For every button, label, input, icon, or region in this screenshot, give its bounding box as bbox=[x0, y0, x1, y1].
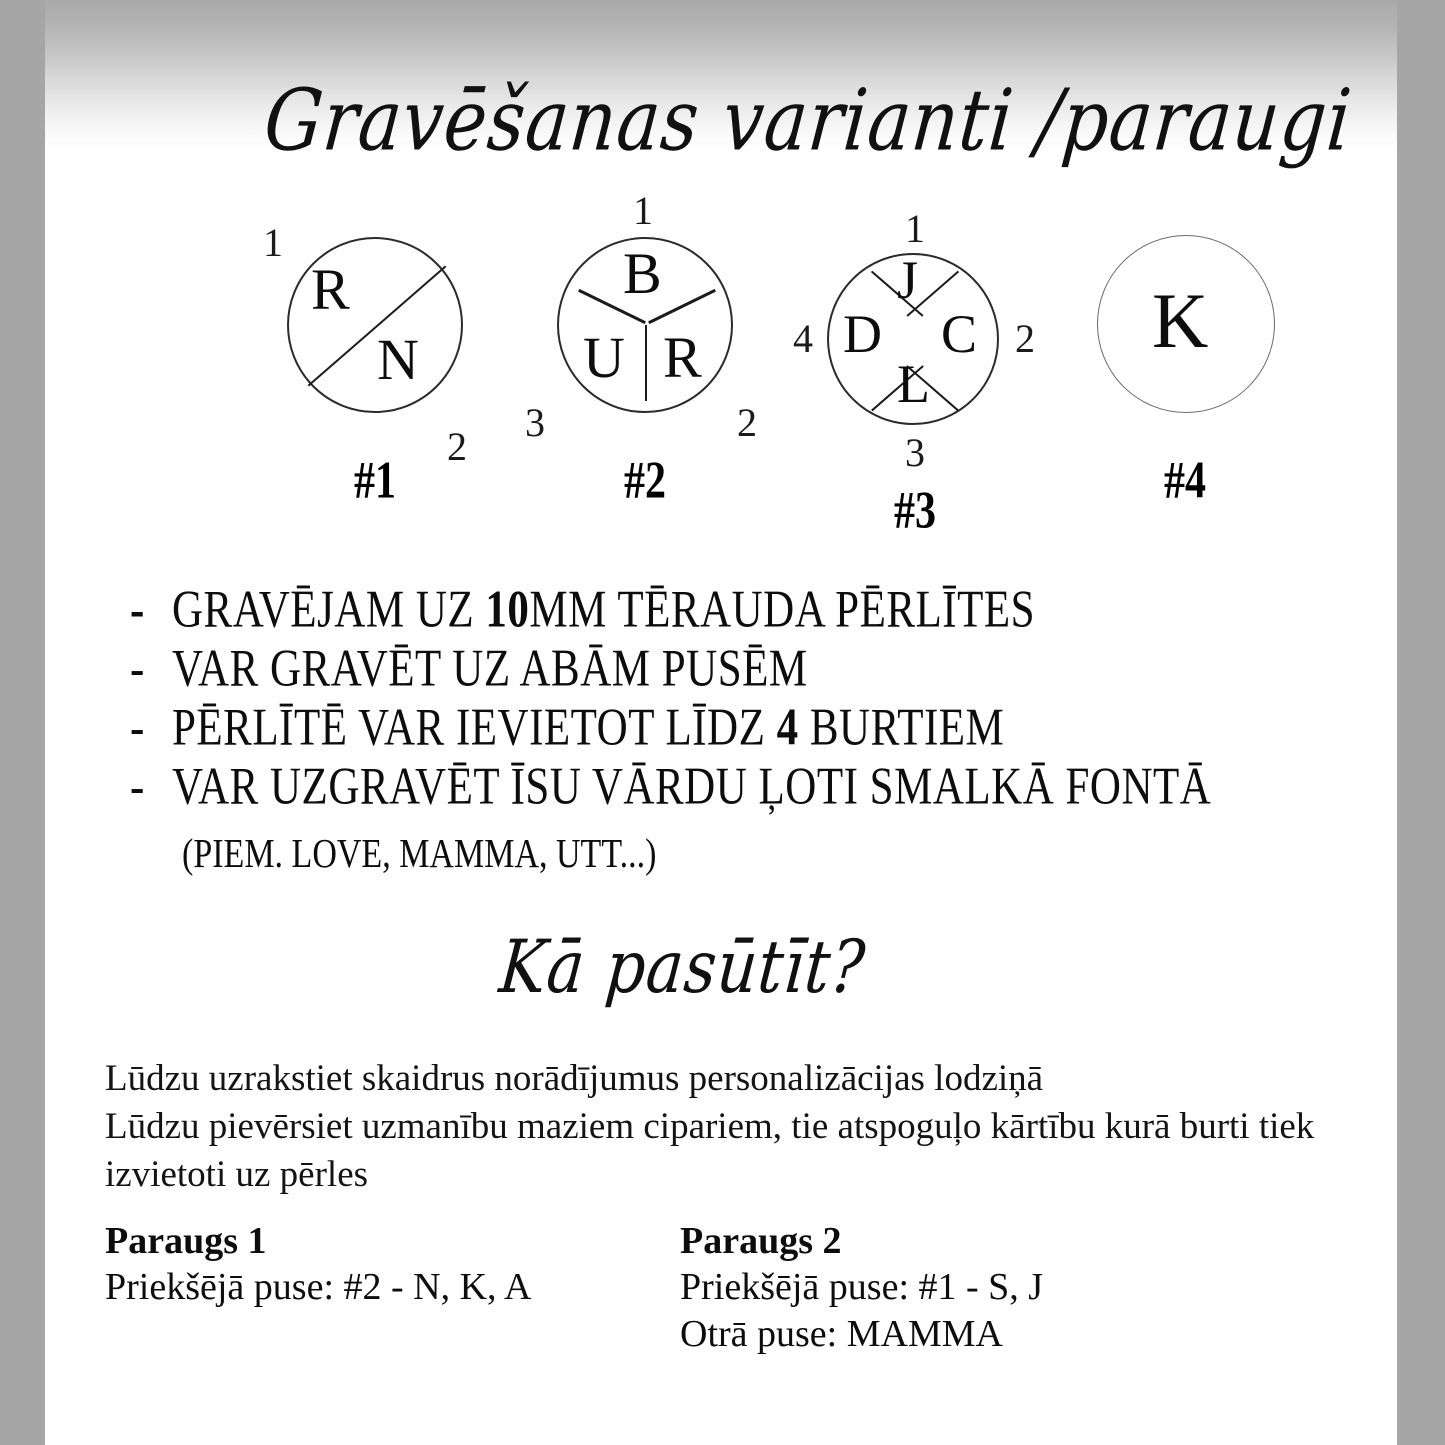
sample-4-circle bbox=[1097, 235, 1275, 413]
sample-1 bbox=[245, 205, 505, 535]
sample-3-number-1: 1 bbox=[905, 206, 925, 251]
sample-2-number-2: 2 bbox=[737, 400, 757, 445]
bullet-dash-icon: - bbox=[130, 758, 145, 816]
feature-item-4 bbox=[130, 757, 1330, 817]
bullet-dash-icon: - bbox=[130, 699, 145, 757]
sample-2-caption: #2 bbox=[624, 452, 666, 510]
sample-3-number-2: 2 bbox=[1015, 316, 1035, 361]
sample-2-letter-1: B bbox=[623, 241, 662, 306]
features-list bbox=[130, 580, 1330, 877]
feature-item-3 bbox=[130, 698, 1330, 758]
instructions-paragraph bbox=[105, 1055, 1355, 1199]
instruction-line-2: Lūdzu pievērsiet uzmanību maziem cipariem, tie atspoguļo kārtību kurā burti tiek izvietoti uz pērles bbox=[105, 1106, 1315, 1196]
feature-example-note: (PIEM. LOVE, MAMMA, UTT...) bbox=[182, 832, 657, 877]
order-example-2 bbox=[680, 1218, 1043, 1357]
page-title: Gravēšanas varianti /paraugi bbox=[260, 70, 1356, 170]
feature-item-1 bbox=[130, 580, 1330, 640]
sample-2 bbox=[515, 188, 775, 535]
sample-3-caption: #3 bbox=[894, 482, 936, 540]
order-examples bbox=[105, 1218, 1385, 1357]
sample-4 bbox=[1055, 205, 1315, 535]
order-example-2-line-2: Otrā puse: MAMMA bbox=[680, 1312, 1003, 1355]
left-frame-border bbox=[0, 0, 45, 1445]
sample-2-number-1: 1 bbox=[633, 188, 653, 233]
sample-1-caption: #1 bbox=[354, 452, 396, 510]
bullet-dash-icon: - bbox=[130, 640, 145, 698]
bullet-dash-icon: - bbox=[130, 581, 145, 639]
feature-item-4-text: VAR UZGRAVĒT ĪSU VĀRDU ĻOTI SMALKĀ FONTĀ bbox=[172, 758, 1212, 816]
sample-1-number-2: 2 bbox=[447, 424, 467, 469]
sample-3-number-3: 3 bbox=[905, 430, 925, 475]
sample-3-letter-right: C bbox=[941, 304, 978, 364]
sample-3-letter-top: J bbox=[897, 250, 919, 310]
sample-3-letter-left: D bbox=[843, 304, 882, 364]
order-example-1 bbox=[105, 1218, 680, 1357]
feature-item-3-text: PĒRLĪTĒ VAR IEVIETOT LĪDZ 4 BURTIEM bbox=[172, 699, 1005, 757]
instruction-line-1: Lūdzu uzrakstiet skaidrus norādījumus personalizācijas lodziņā bbox=[105, 1058, 1044, 1099]
content-area bbox=[45, 0, 1397, 1445]
sample-1-number-1: 1 bbox=[263, 220, 283, 265]
sample-4-caption: #4 bbox=[1164, 452, 1206, 510]
sample-circles-row bbox=[45, 188, 1397, 540]
sample-3 bbox=[785, 205, 1045, 540]
sample-2-letter-3: R bbox=[663, 325, 702, 390]
feature-item-2-text: VAR GRAVĒT UZ ABĀM PUSĒM bbox=[172, 640, 808, 698]
sample-2-number-3: 3 bbox=[525, 400, 545, 445]
sample-3-letter-bottom: L bbox=[897, 354, 930, 414]
sample-2-divider-vertical bbox=[645, 325, 647, 401]
feature-item-1-text: GRAVĒJAM UZ 10MM TĒRAUDA PĒRLĪTES bbox=[172, 581, 1036, 639]
sample-2-circle bbox=[557, 237, 733, 413]
feature-item-2 bbox=[130, 639, 1330, 699]
order-example-1-title: Paraugs 1 bbox=[105, 1220, 267, 1262]
order-example-1-line-1: Priekšējā puse: #2 - N, K, A bbox=[105, 1266, 532, 1309]
right-frame-border bbox=[1397, 0, 1445, 1445]
sample-1-letter-1: R bbox=[311, 257, 350, 322]
order-example-2-title: Paraugs 2 bbox=[680, 1220, 842, 1262]
sample-4-letter: K bbox=[1152, 277, 1209, 364]
sample-3-number-4: 4 bbox=[793, 316, 813, 361]
sample-2-letter-2: U bbox=[583, 325, 625, 390]
how-to-order-heading: Kā pasūtīt? bbox=[496, 923, 870, 1010]
sample-1-letter-2: N bbox=[377, 327, 419, 392]
order-example-2-line-1: Priekšējā puse: #1 - S, J bbox=[680, 1266, 1044, 1309]
sample-3-circle bbox=[827, 250, 999, 425]
sample-1-circle bbox=[287, 237, 463, 413]
